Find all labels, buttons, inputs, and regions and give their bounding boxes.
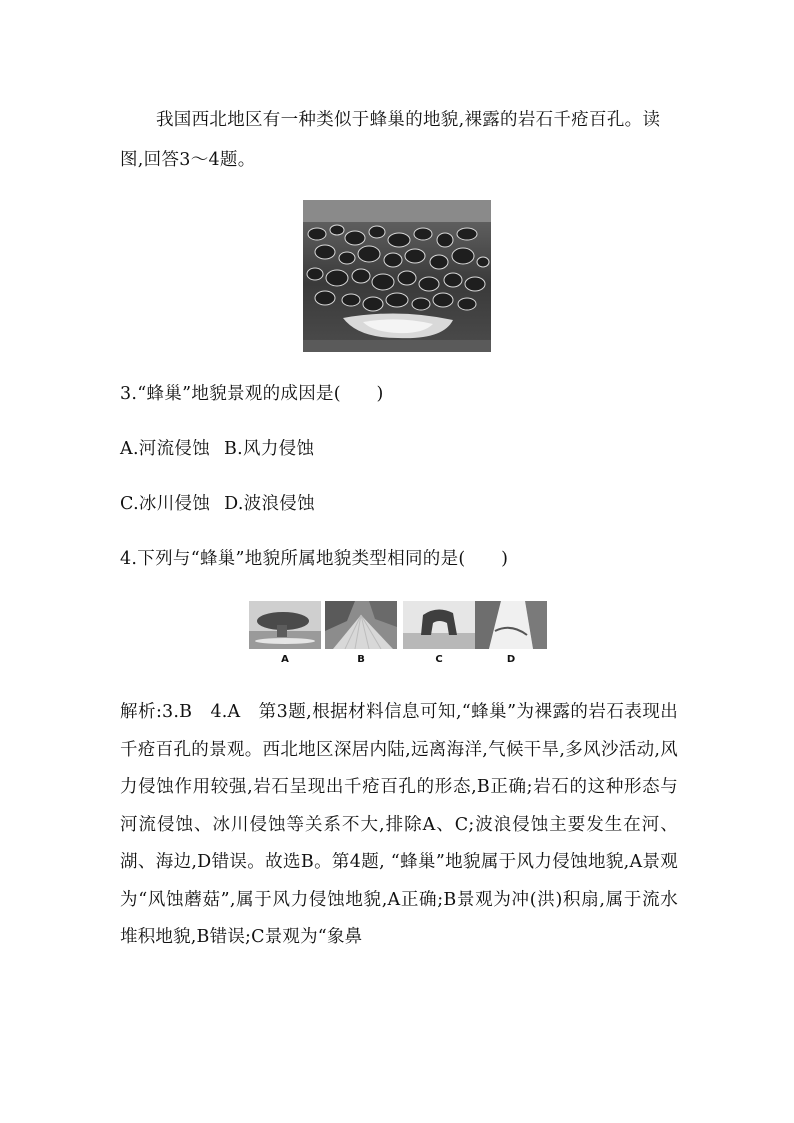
answer-analysis: 解析:3.B 4.A 第3题,根据材料信息可知,“蜂巢”为裸露的岩石表现出千疮百孔的景观。西北地区深居内陆,远离海洋,气候干旱,多风沙活动,风力侵蚀作用较强,岩石呈现出千疮百孔的形态,B正确;岩石的这种形态与河流侵蚀、冰川侵蚀等关系不大,排除A、C;波浪侵蚀主要发生在河、湖、海边,D错误。故选B。第4题, “蜂巢”地貌属于风力侵蚀地貌,A景观为“风蚀蘑菇”,属于风力侵蚀地貌,A正确;B景观为冲(洪)积扇,属于流水堆积地貌,B错误;C景观为“象鼻 [120,702,678,947]
option-b: B.风力侵蚀 [224,439,315,459]
question-4-image-options [249,601,549,671]
question-4-stem: 4.下列与“蜂巢”地貌所属地貌类型相同的是( ) [120,549,509,569]
honeycomb-rock-photo [303,200,491,352]
question-3-options-row-2 [120,491,315,517]
image-label-d: D [506,654,516,665]
image-label-a: A [281,654,289,665]
option-d: D.波浪侵蚀 [224,494,315,514]
alluvial-fan-photo [325,601,397,649]
glacial-valley-photo [475,601,547,649]
option-a: A.河流侵蚀 [120,439,211,459]
sea-arch-photo [403,601,475,649]
intro-paragraph: 我国西北地区有一种类似于蜂巢的地貌,裸露的岩石千疮百孔。读图,回答3～4题。 [120,110,661,170]
mushroom-rock-photo [249,601,321,649]
question-3-options-row-1 [120,436,314,462]
image-label-b: B [357,654,365,665]
option-c: C.冰川侵蚀 [120,494,211,514]
question-3-stem: 3.“蜂巢”地貌景观的成因是( ) [120,384,384,404]
image-label-c: C [435,654,443,665]
